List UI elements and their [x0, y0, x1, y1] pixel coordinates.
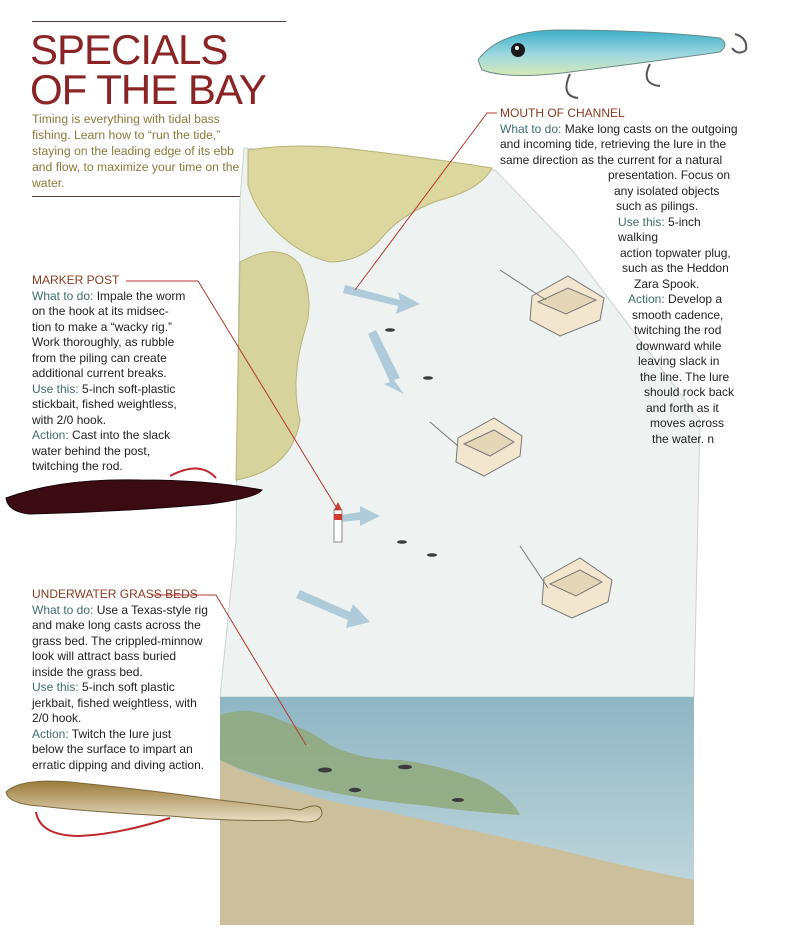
grass-action-line-2: below the surface to impart an [32, 742, 193, 756]
mouth-use-line-3: such as the Heddon [622, 261, 729, 275]
grass-what-line-3: grass bed. The crippled-minnow [32, 633, 203, 648]
mouth-action-line-10: the water. n [652, 431, 715, 446]
mouth-action-line-2: smooth cadence, [632, 307, 724, 322]
mouth-action-line-5: leaving slack in [638, 354, 720, 368]
intro-text: Timing is everything with tidal bass fishing. Learn how to “run the tide,” staying on the leading edge of its ebb and flow, to maximize your time on the water. [32, 112, 240, 190]
mouth-action-line-6: the line. The lure [640, 369, 730, 384]
marker-use-label: Use this: [32, 381, 79, 396]
mouth-use-line-4: Zara Spook. [634, 276, 700, 291]
marker-what-line-6: additional current breaks. [32, 366, 167, 380]
marker-what-line-3: tion to make a “wacky rig.” [32, 319, 173, 334]
marker-use-line-2: stickbait, fished weightless, [32, 397, 177, 411]
mouth-use-line-1: Use this: 5-inch walking [618, 214, 701, 244]
marker-post [334, 502, 342, 542]
mouth-action-line-4: downward while [636, 338, 722, 353]
title-line-1: SPECIALS [30, 26, 228, 73]
marker-post-callout [32, 273, 222, 475]
mouth-action-line-7: should rock back [644, 385, 735, 399]
mouth-what-line-4: presentation. Focus on [608, 168, 731, 182]
marker-what-line-4: Work thoroughly, as rubble [32, 335, 175, 349]
grass-what-line-1: What to do: Use a Texas-style rig [32, 602, 208, 617]
mouth-action-line-3: twitching the rod [634, 323, 722, 337]
mouth-use-label: Use this: [618, 214, 665, 229]
grass-what-line-5: inside the grass bed. [32, 664, 143, 679]
mouth-action-label: Action: [628, 292, 665, 306]
grass-action-label: Action: [32, 726, 69, 741]
marker-use-line-3: with 2/0 hook. [32, 412, 107, 427]
grass-what-line-2: and make long casts across the [32, 618, 201, 632]
mouth-what-line-1: What to do: Make long casts on the outgoing [500, 121, 738, 136]
mouth-what-line-2: and incoming tide, retrieving the lure in the [500, 137, 727, 151]
grass-what-label: What to do: [32, 602, 94, 617]
mouth-heading: MOUTH OF CHANNEL [500, 106, 625, 120]
mouth-of-channel-callout [500, 106, 740, 447]
grass-beds-callout [32, 587, 232, 773]
mouth-action-line-8: and forth as it [646, 400, 719, 415]
marker-action-line-2: water behind the post, [32, 443, 151, 458]
grass-use-line-2: jerkbait, fished weightless, with [32, 695, 197, 710]
mouth-what-line-5: any isolated objects [614, 183, 720, 198]
title-line-2: OF THE BAY [30, 66, 266, 113]
mouth-what-line-6: such as pilings. [616, 199, 699, 213]
marker-action-line-3: twitching the rod. [32, 459, 123, 473]
grass-action-line-1: Action: Twitch the lure just [32, 726, 172, 741]
grass-heading: UNDERWATER GRASS BEDS [32, 587, 198, 601]
mouth-what-line-3: same direction as the current for a natural [500, 152, 723, 167]
grass-use-label: Use this: [32, 680, 79, 694]
marker-what-line-5: from the piling can create [32, 350, 167, 365]
grass-action-line-3: erratic dipping and diving action. [32, 757, 205, 772]
mouth-action-line-9: moves across [650, 416, 725, 430]
marker-action-line-1: Action: Cast into the slack [32, 428, 171, 442]
grass-what-line-4: look will attract bass buried [32, 649, 177, 663]
marker-what-line-1: What to do: Impale the worm [32, 288, 186, 303]
stickbait-lure [6, 468, 262, 514]
topwater-plug-lure [478, 30, 746, 98]
marker-what-line-2: on the hook at its midsec- [32, 304, 169, 318]
marker-heading: MARKER POST [32, 273, 120, 287]
marker-what-label: What to do: [32, 288, 94, 303]
mouth-use-line-2: action topwater plug, [620, 245, 731, 260]
mouth-what-label: What to do: [500, 121, 562, 136]
grass-use-line-1: Use this: 5-inch soft plastic [32, 680, 175, 694]
grass-use-line-3: 2/0 hook. [32, 711, 82, 725]
marker-use-line-1: Use this: 5-inch soft-plastic [32, 381, 176, 396]
marker-action-label: Action: [32, 428, 69, 442]
mouth-action-line-1: Action: Develop a [628, 292, 723, 306]
